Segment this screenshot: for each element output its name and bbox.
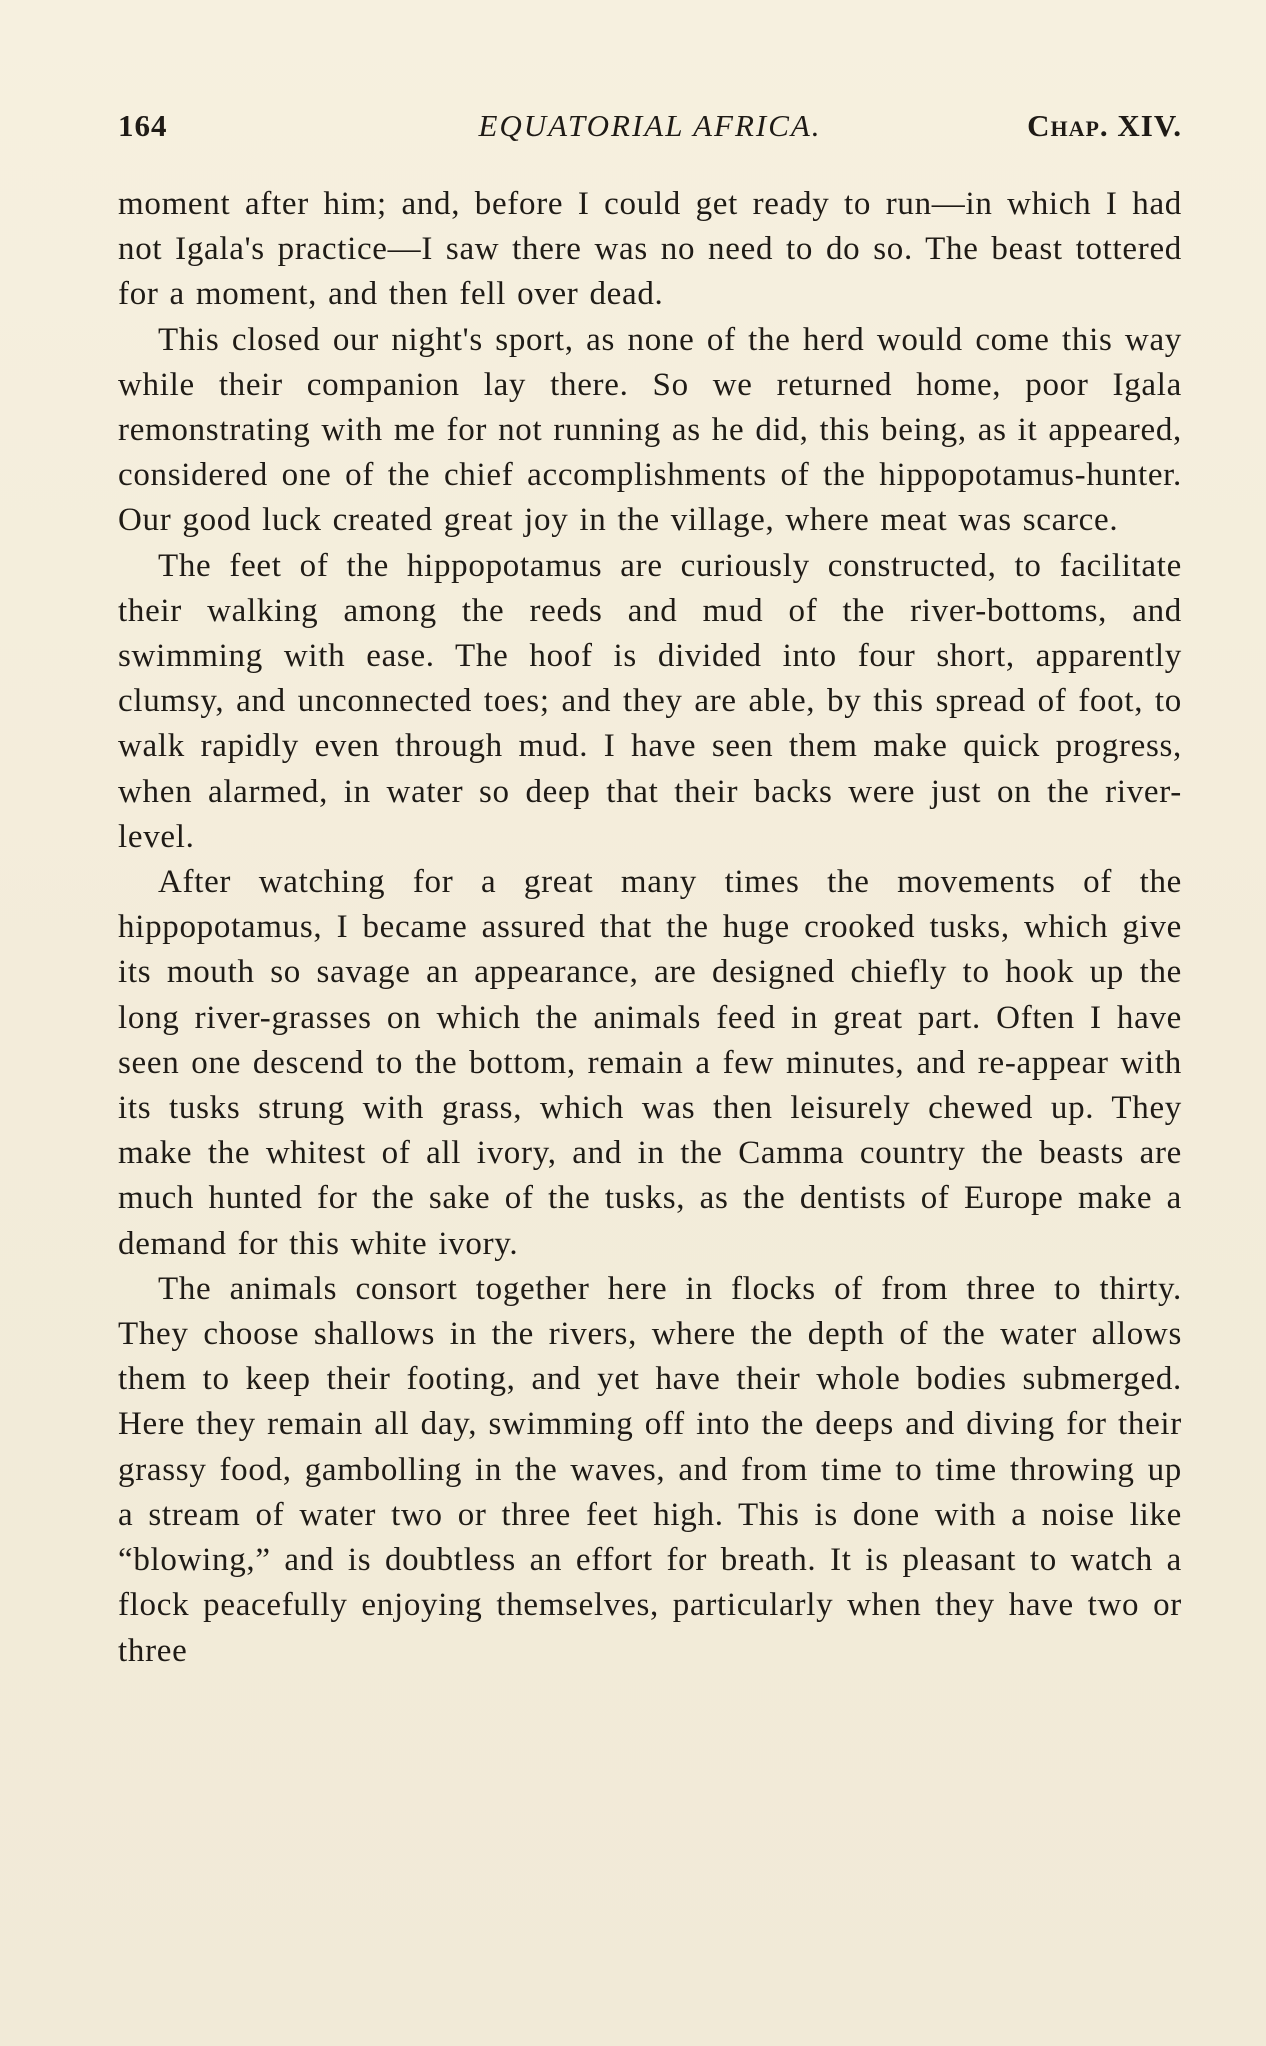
- book-title: EQUATORIAL AFRICA.: [478, 108, 822, 143]
- paragraph: The animals consort together here in flocks of from three to thirty. They choose shallows in the rivers, where the depth of the water allows them to keep their footing, and yet have their whole bodies submerged. Here they remain all day, swimming off into the deeps and diving for their grassy food, gambolling in the waves, and from time to time throwing up a stream of water two or three feet high. This is done with a noise like “blowing,” and is doubtless an effort for breath. It is pleasant to watch a flock peacefully enjoying themselves, particularly when they have two or three: [118, 1270, 1182, 1669]
- chapter-label: Chap. XIV.: [1027, 108, 1182, 143]
- page-number: 164: [118, 108, 168, 143]
- paragraph: moment after him; and, before I could get ready to run—in which I had not Igala's practice—I saw there was no need to do so. The beast tottered for a moment, and then fell over dead.: [118, 186, 1182, 313]
- running-header: [118, 108, 1182, 148]
- body-text: [118, 182, 1182, 1674]
- paragraph: This closed our night's sport, as none of the herd would come this way while their companion lay there. So we returned home, poor Igala remonstrating with me for not running as he did, this being, as it appeared, considered one of the chief accomplishments of the hippopotamus-hunter. Our good luck created great joy in the village, where meat was scarce.: [118, 321, 1182, 539]
- paragraph: The feet of the hippopotamus are curiously constructed, to facilitate their walking among the reeds and mud of the river-bottoms, and swimming with ease. The hoof is divided into four short, apparently clumsy, and unconnected toes; and they are able, by this spread of foot, to walk rapidly even through mud. I have seen them make quick progress, when alarmed, in water so deep that their backs were just on the river-level.: [118, 547, 1182, 855]
- paragraph: After watching for a great many times the movements of the hippopotamus, I became assured that the huge crooked tusks, which give its mouth so savage an appearance, are designed chiefly to hook up the long river-grasses on which the animals feed in great part. Often I have seen one descend to the bottom, remain a few minutes, and re-appear with its tusks strung with grass, which was then leisurely chewed up. They make the whitest of all ivory, and in the Camma country the beasts are much hunted for the sake of the tusks, as the dentists of Europe make a demand for this white ivory.: [118, 864, 1182, 1262]
